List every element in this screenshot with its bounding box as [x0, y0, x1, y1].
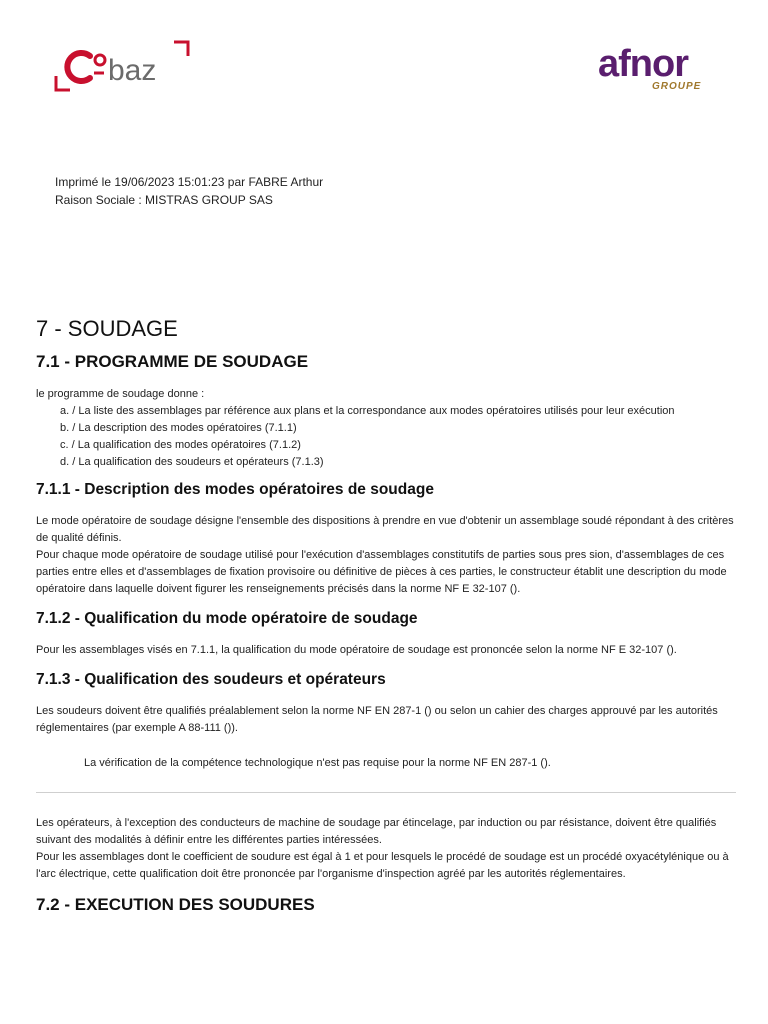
list-item: b. / La description des modes opératoires (7.1.1)	[60, 422, 297, 434]
list-item: d. / La qualification des soudeurs et opérateurs (7.1.3)	[60, 456, 324, 468]
divider	[36, 792, 736, 793]
afnor-logo	[598, 42, 732, 92]
paragraph: Les soudeurs doivent être qualifiés préalablement selon la norme NF EN 287-1 () ou selon un cahier des charges approuvé par les autorités réglementaires (par exemple A 88-111 ()).	[36, 705, 718, 734]
chapter-title: 7 - SOUDAGE	[36, 316, 178, 341]
paragraph: Pour les assemblages dont le coefficient de soudure est égal à 1 et pour lesquels le procédé de soudage est un procédé oxyacétylénique ou à l'arc électrique, cette qualification doit être prononcée par l'organisme d'inspection agréé par les autorités réglementaires.	[36, 851, 729, 880]
welding-program-list	[60, 403, 736, 471]
document-content	[36, 316, 736, 929]
section-7-1-1-heading: 7.1.1 - Description des modes opératoires de soudage	[36, 481, 434, 498]
section-7-2-heading: 7.2 - EXECUTION DES SOUDURES	[36, 895, 315, 914]
section-7-1-1-body	[36, 513, 736, 598]
list-item: a. / La liste des assemblages par référence aux plans et la correspondance aux modes opératoires utilisés pour leur exécution	[60, 405, 675, 417]
indented-note: La vérification de la compétence technologique n'est pas requise pour la norme NF EN 287-1 ().	[84, 757, 551, 769]
svg-text:GROUPE: GROUPE	[652, 81, 702, 92]
list-item: c. / La qualification des modes opératoires (7.1.2)	[60, 439, 301, 451]
section-7-1-heading: 7.1 - PROGRAMME DE SOUDAGE	[36, 352, 309, 371]
paragraph: Le mode opératoire de soudage désigne l'ensemble des dispositions à prendre en vue d'obtenir un assemblage soudé répondant à des critères de qualité définis.	[36, 515, 734, 544]
paragraph: Les opérateurs, à l'exception des conducteurs de machine de soudage par étincelage, par induction ou par résistance, doivent être qualifiés suivant des modalités à définir entre les différentes parties intéressées.	[36, 817, 717, 846]
company-line: Raison Sociale : MISTRAS GROUP SAS	[55, 193, 273, 207]
print-info	[55, 173, 323, 209]
paragraph: Pour les assemblages visés en 7.1.1, la qualification du mode opératoire de soudage est prononcée selon la norme NF E 32-107 ().	[36, 644, 677, 656]
cobaz-logo	[54, 40, 190, 94]
section-7-1-3-operators	[36, 815, 736, 883]
paragraph: Pour chaque mode opératoire de soudage utilisé pour l'exécution d'assemblages constitutifs de parties sous pres sion, d'assemblages de ces parties entre elles et d'assemblages de fixation provisoire ou définitive de pièces à ces parties, le constructeur établit une description du mode opératoire dans laquelle doivent figurer les renseignements précisés dans la norme NF E 32-107 ().	[36, 549, 727, 595]
section-7-1-intro: le programme de soudage donne :	[36, 388, 205, 400]
print-date-line: Imprimé le 19/06/2023 15:01:23 par FABRE Arthur	[55, 175, 324, 189]
section-7-1-2-heading: 7.1.2 - Qualification du mode opératoire de soudage	[36, 610, 418, 627]
svg-text:afnor: afnor	[598, 43, 688, 85]
section-7-1-2-body	[36, 642, 736, 659]
section-7-1-3-heading: 7.1.3 - Qualification des soudeurs et opérateurs	[36, 671, 386, 688]
svg-text:baz: baz	[108, 54, 157, 87]
